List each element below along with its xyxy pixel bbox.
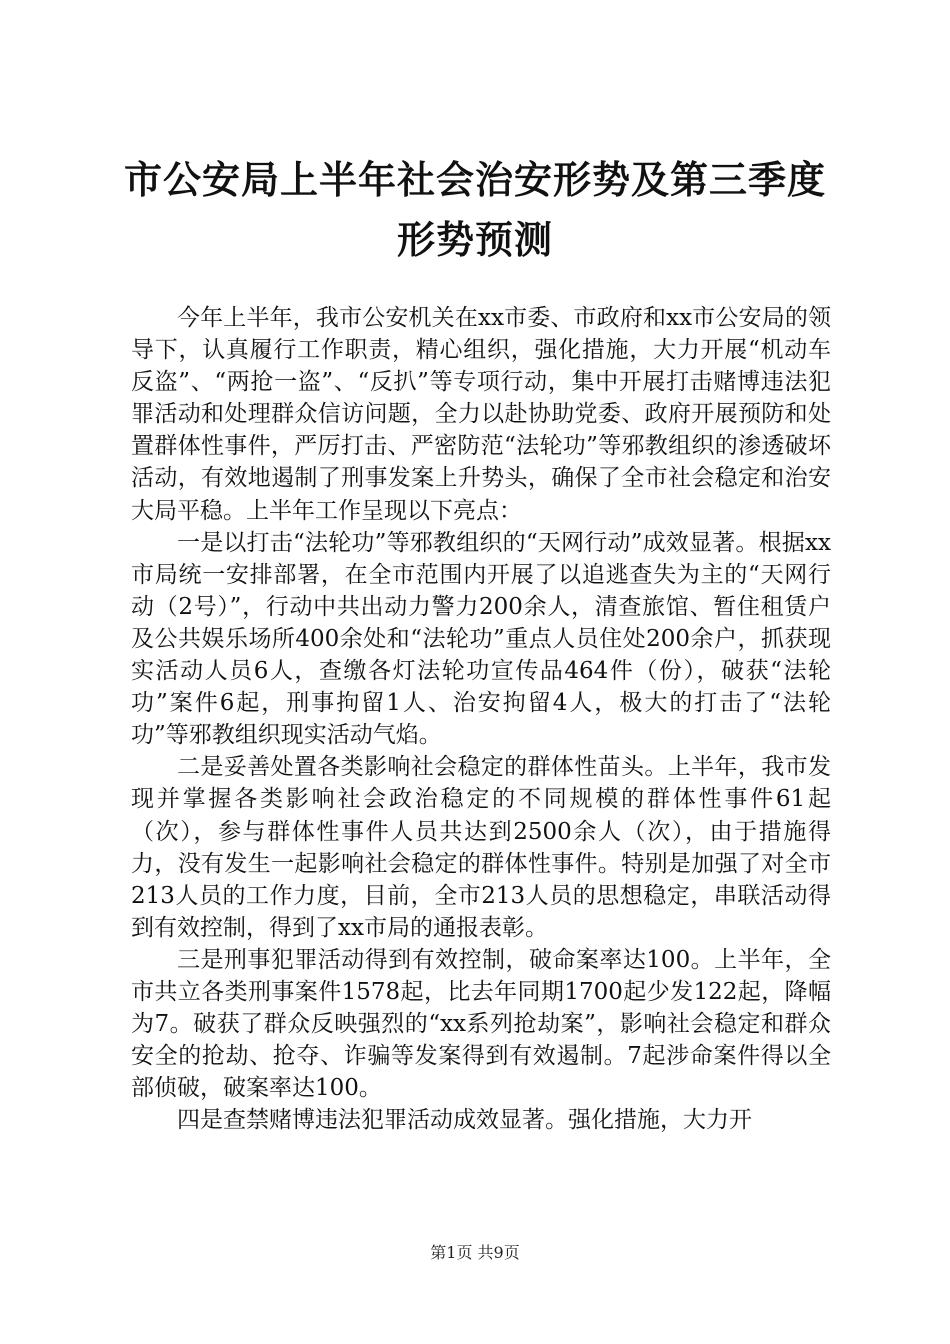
paragraph-intro: 今年上半年，我市公安机关在xx市委、市政府和xx市公安局的领导下，认真履行工作职责，精心组织，强化措施，大力开展“机动车反盗”、“两抢一盗”、“反扒”等专项行动，集中开展打击赌博违法犯罪活动和处理群众信访问题，全力以赴协助党委、政府开展预防和处置群体性事件，严厉打击、严密防范“法轮功”等邪教组织的渗透破坏活动，有效地遏制了刑事发案上升势头，确保了全市社会稳定和治安大局平稳。上半年工作呈现以下亮点： <box>131 305 831 524</box>
page-number-footer: 第1页 共9页 <box>430 1243 520 1262</box>
paragraph-point-1: 一是以打击“法轮功”等邪教组织的“天网行动”成效显著。根据xx市局统一安排部署，在全市范围内开展了以追逃查失为主的“天网行动（2号）”，行动中共出动力警力200余人，清查旅馆、暂住租赁户及公共娱乐场所400余处和“法轮功”重点人员住处200余户，抓获现实活动人员6人，查缴各灯法轮功宣传品464件（份），破获“法轮功”案件6起，刑事拘留1人、治安拘留4人，极大的打击了“法轮功”等邪教组织现实活动气焰。 <box>131 529 831 749</box>
paragraph-point-3: 三是刑事犯罪活动得到有效控制，破命案率达100。上半年，全市共立各类刑事案件1578起，比去年同期1700起少发122起，降幅为7。破获了群众反映强烈的“xx系列抢劫案”，影响社会稳定和群众安全的抢劫、抢夺、诈骗等发案得到有效遏制。7起涉命案件得以全部侦破，破案率达100。 <box>131 946 831 1102</box>
paragraph-point-4: 四是查禁赌博违法犯罪活动成效显著。强化措施，大力开 <box>177 1107 752 1134</box>
document-title: 市公安局上半年社会治安形势及第三季度形势预测 <box>123 157 826 262</box>
paragraph-point-2: 二是妥善处置各类影响社会稳定的群体性苗头。上半年，我市发现并掌握各类影响社会政治稳定的不同规模的群体性事件61起（次），参与群体性事件人员共达到2500余人（次），由于措施得力，没有发生一起影响社会稳定的群体性事件。特别是加强了对全市213人员的工作力度，目前，全市213人员的思想稳定，串联活动得到有效控制，得到了xx市局的通报表彰。 <box>131 754 831 941</box>
document-body <box>131 302 831 1136</box>
